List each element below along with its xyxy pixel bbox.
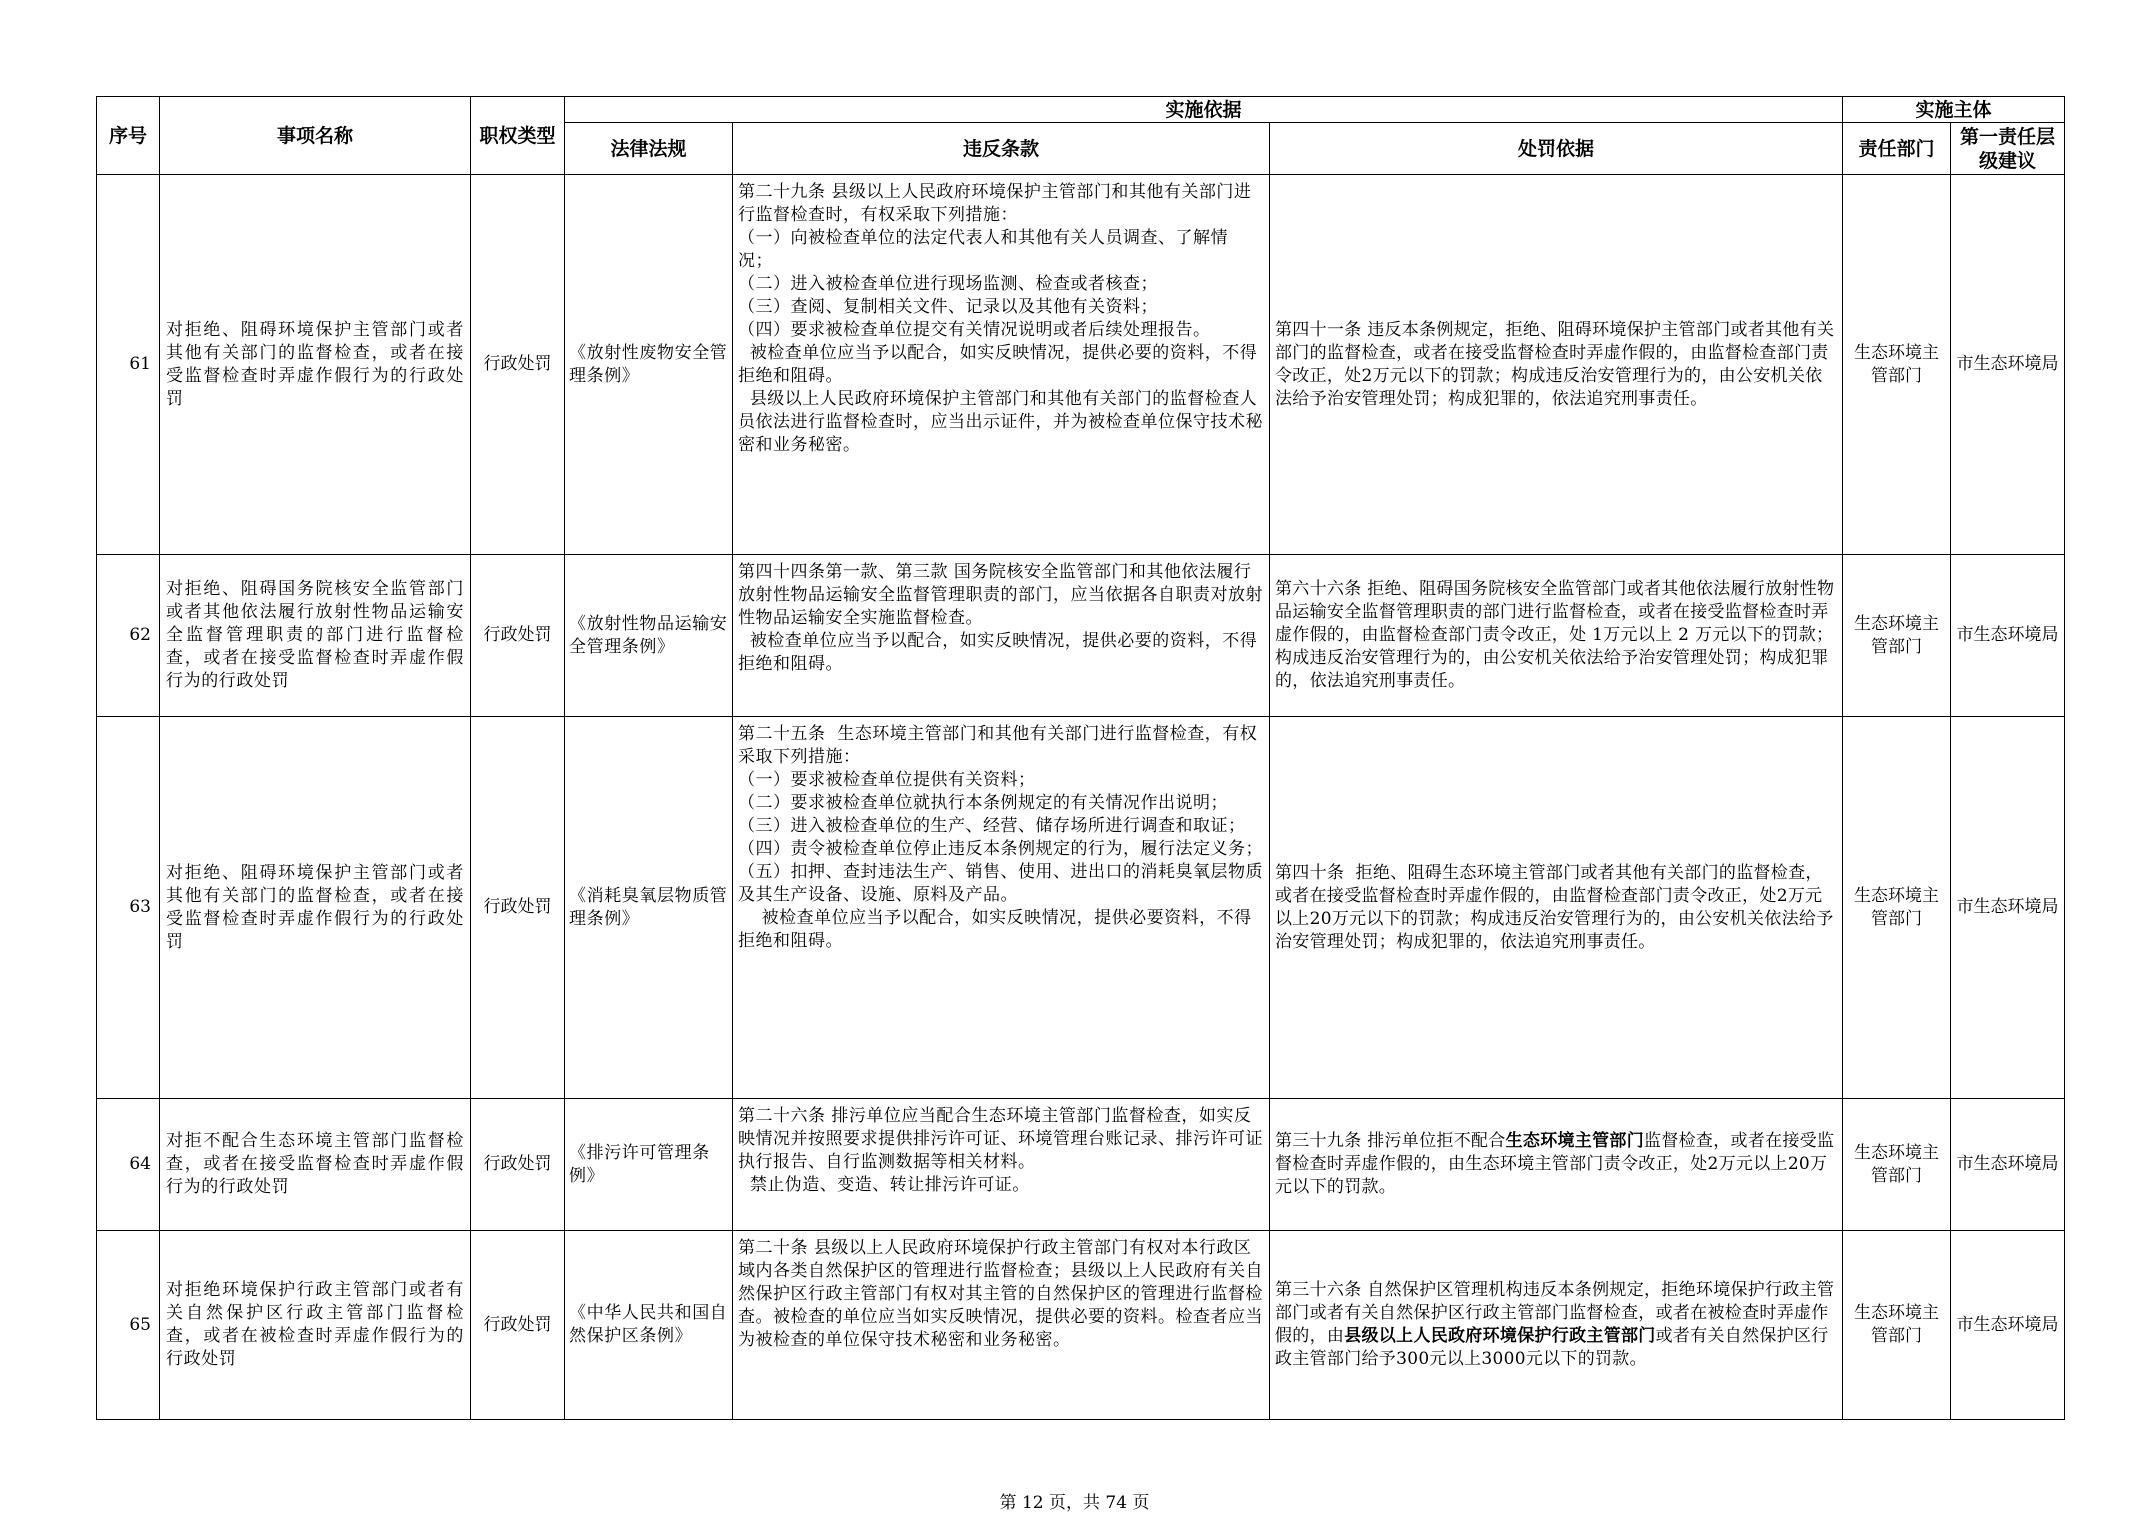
penalty-text: 监督检查，或者在接受监督检查时弄虚作假的，由生态环境主管部门责令改正，处2万元以上20万元以下的罚款。 — [1275, 1131, 1835, 1197]
penalty-basis — [1270, 175, 1843, 555]
header-basis-group: 实施依据 — [565, 97, 1843, 123]
law-name: 《排污许可管理条例》 — [565, 1099, 733, 1231]
penalty-basis — [1270, 555, 1843, 717]
violation-clause: 第二十六条 排污单位应当配合生态环境主管部门监督检查，如实反映情况并按照要求提供排污许可证、环境管理台账记录、排污许可证执行报告、自行监测数据等相关材料。 禁止伪造、变造、转让排污许可证。 — [733, 1099, 1270, 1231]
header-seq: 序号 — [97, 97, 160, 175]
law-name: 《中华人民共和国自然保护区条例》 — [565, 1231, 733, 1420]
regulation-table — [96, 96, 2065, 1420]
responsibility-level: 市生态环境局 — [1951, 1099, 2065, 1231]
penalty-text: 第四十条 拒绝、阻碍生态环境主管部门或者其他有关部门的监督检查，或者在接受监督检查时弄虚作假的，由监督检查部门责令改正，处2万元以上20万元以下的罚款；构成违反治安管理行为的，由公安机关依法给予治安管理处罚；构成犯罪的，依法追究刑事责任。 — [1275, 862, 1834, 952]
item-name: 对拒不配合生态环境主管部门监督检查，或者在接受监督检查时弄虚作假行为的行政处罚 — [160, 1099, 471, 1231]
power-type: 行政处罚 — [471, 1099, 565, 1231]
regulation-table-sheet — [96, 96, 2064, 1420]
law-name: 《放射性废物安全管理条例》 — [565, 175, 733, 555]
row-number: 63 — [97, 717, 160, 1099]
power-type: 行政处罚 — [471, 1231, 565, 1420]
responsibility-level: 市生态环境局 — [1951, 1231, 2065, 1420]
law-name: 《放射性物品运输安全管理条例》 — [565, 555, 733, 717]
page-number: 第 12 页，共 74 页 — [999, 1493, 1150, 1513]
power-type: 行政处罚 — [471, 717, 565, 1099]
item-name: 对拒绝环境保护行政主管部门或者有关自然保护区行政主管部门监督检查，或者在被检查时弄虚作假行为的行政处罚 — [160, 1231, 471, 1420]
penalty-text: 第三十六条 自然保护区管理机构违反本条例规定，拒绝环境保护行政主管部门或者有关自然保护区行政主管部门监督检查，或者在被检查时弄虚作假的，由 — [1275, 1280, 1835, 1346]
header-item-name: 事项名称 — [160, 97, 471, 175]
header-law: 法律法规 — [565, 123, 733, 175]
table-row — [97, 1099, 2065, 1231]
power-type: 行政处罚 — [471, 555, 565, 717]
responsible-dept: 生态环境主管部门 — [1843, 555, 1951, 717]
row-number: 62 — [97, 555, 160, 717]
table-row — [97, 175, 2065, 555]
row-number: 64 — [97, 1099, 160, 1231]
violation-clause: 第二十五条 生态环境主管部门和其他有关部门进行监督检查，有权采取下列措施： （一）要求被检查单位提供有关资料； （二）要求被检查单位就执行本条例规定的有关情况作出说明； （三）进入被检查单位的生产、经营、储存场所进行调查和取证； （四）责令被检查单位停止违反本条例规定的行为，履行法定义务； （五）扣押、查封违法生产、销售、使用、进出口的消耗臭氧层物质及其生产设备、设施、原料及产品。 被检查单位应当予以配合，如实反映情况，提供必要资料，不得拒绝和阻碍。 — [733, 717, 1270, 1099]
header-dept: 责任部门 — [1843, 123, 1951, 175]
penalty-text: 第三十九条 排污单位拒不配合 — [1275, 1131, 1506, 1151]
header-violation: 违反条款 — [733, 123, 1270, 175]
responsible-dept: 生态环境主管部门 — [1843, 1099, 1951, 1231]
penalty-emphasis: 生态环境主管部门 — [1505, 1131, 1645, 1151]
responsible-dept: 生态环境主管部门 — [1843, 1231, 1951, 1420]
table-row — [97, 1231, 2065, 1420]
item-name: 对拒绝、阻碍环境保护主管部门或者其他有关部门的监督检查，或者在接受监督检查时弄虚作假行为的行政处罚 — [160, 175, 471, 555]
item-name: 对拒绝、阻碍国务院核安全监管部门或者其他依法履行放射性物品运输安全监督管理职责的部门进行监督检查，或者在接受监督检查时弄虚作假行为的行政处罚 — [160, 555, 471, 717]
violation-clause: 第二十九条 县级以上人民政府环境保护主管部门和其他有关部门进行监督检查时，有权采取下列措施： （一）向被检查单位的法定代表人和其他有关人员调查、了解情 况； （二）进入被检查单位进行现场监测、检查或者核查； （三）查阅、复制相关文件、记录以及其他有关资料； （四）要求被检查单位提交有关情况说明或者后续处理报告。 被检查单位应当予以配合，如实反映情况，提供必要的资料，不得拒绝和阻碍。 县级以上人民政府环境保护主管部门和其他有关部门的监督检查人员依法进行监督检查时，应当出示证件，并为被检查单位保守技术秘密和业务秘密。 — [733, 175, 1270, 555]
violation-clause: 第四十四条第一款、第三款 国务院核安全监管部门和其他依法履行放射性物品运输安全监督管理职责的部门，应当依据各自职责对放射性物品运输安全实施监督检查。 被检查单位应当予以配合，如实反映情况，提供必要的资料，不得拒绝和阻碍。 — [733, 555, 1270, 717]
penalty-basis — [1270, 1231, 1843, 1420]
violation-clause: 第二十条 县级以上人民政府环境保护行政主管部门有权对本行政区域内各类自然保护区的管理进行监督检查；县级以上人民政府有关自然保护区行政主管部门有权对其主管的自然保护区的管理进行监督检查。被检查的单位应当如实反映情况，提供必要的资料。检查者应当为被检查的单位保守技术秘密和业务秘密。 — [733, 1231, 1270, 1420]
responsible-dept: 生态环境主管部门 — [1843, 717, 1951, 1099]
header-subject-group: 实施主体 — [1843, 97, 2065, 123]
penalty-emphasis: 县级以上人民政府环境保护行政主管部门 — [1344, 1326, 1656, 1346]
responsible-dept: 生态环境主管部门 — [1843, 175, 1951, 555]
power-type: 行政处罚 — [471, 175, 565, 555]
penalty-text: 第四十一条 违反本条例规定，拒绝、阻碍环境保护主管部门或者其他有关部门的监督检查，或者在接受监督检查时弄虚作假的，由监督检查部门责令改正，处2万元以下的罚款；构成违反治安管理行为的，由公安机关依法给予治安管理处罚；构成犯罪的，依法追究刑事责任。 — [1275, 319, 1835, 409]
row-number: 61 — [97, 175, 160, 555]
penalty-basis — [1270, 717, 1843, 1099]
header-penalty: 处罚依据 — [1270, 123, 1843, 175]
row-number: 65 — [97, 1231, 160, 1420]
penalty-basis — [1270, 1099, 1843, 1231]
item-name: 对拒绝、阻碍环境保护主管部门或者其他有关部门的监督检查，或者在接受监督检查时弄虚作假行为的行政处罚 — [160, 717, 471, 1099]
header-level: 第一责任层级建议 — [1951, 123, 2065, 175]
responsibility-level: 市生态环境局 — [1951, 175, 2065, 555]
penalty-text: 第六十六条 拒绝、阻碍国务院核安全监管部门或者其他依法履行放射性物品运输安全监督管理职责的部门进行监督检查，或者在接受监督检查时弄虚作假的，由监督检查部门责令改正，处 1万元以上 2 万元以下的罚款；构成违反治安管理行为的，由公安机关依法给予治安管理处罚；构成犯罪的，依法追究刑事责任。 — [1275, 579, 1835, 691]
law-name: 《消耗臭氧层物质管理条例》 — [565, 717, 733, 1099]
header-power-type: 职权类型 — [471, 97, 565, 175]
table-row — [97, 717, 2065, 1099]
penalty-text: 或者有关自然保护区行政主管部门给予300元以上3000元以下的罚款。 — [1275, 1326, 1829, 1369]
table-row — [97, 555, 2065, 717]
responsibility-level: 市生态环境局 — [1951, 717, 2065, 1099]
responsibility-level: 市生态环境局 — [1951, 555, 2065, 717]
